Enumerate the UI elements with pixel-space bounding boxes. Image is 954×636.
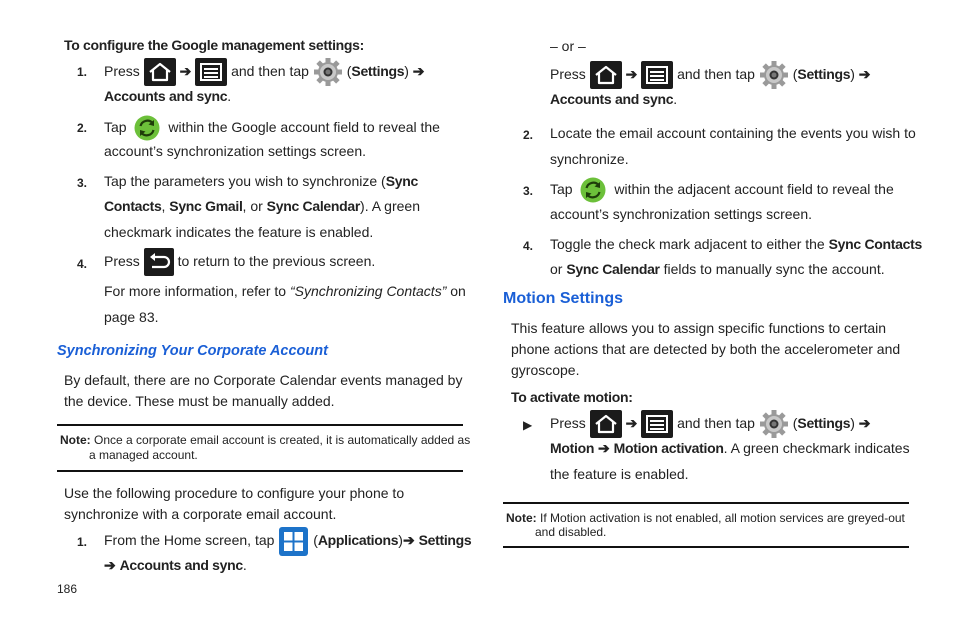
home-key-icon [144,58,176,86]
home-key-icon [590,61,622,89]
corporate-paragraph-l2: the device. These must be manually added. [64,393,335,409]
or-divider: – or – [550,38,586,54]
sync-icon [580,177,606,203]
motion-step-l3: the feature is enabled. [550,466,689,482]
google-step-3: Tap the parameters you wish to synchronize (Sync [104,173,418,189]
home-key-icon [590,410,622,438]
right-step-3-cont: account’s synchronization settings screen. [550,206,812,222]
right-step-1: Press ➔ and then tap (Settings) ➔ [550,59,871,90]
procedure-l2: synchronize with a corporate email account. [64,506,337,522]
note-top-rule [503,502,909,504]
more-info-line: For more information, refer to “Synchronizing Contacts” on [104,283,466,299]
sync-contacts-reference[interactable]: “Synchronizing Contacts” [289,283,447,299]
motion-step-l2: Motion ➔ Motion activation. A green checkmark indicates [550,440,910,456]
google-step-2-cont: account’s synchronization settings screen. [104,143,366,159]
page-number: 186 [57,582,78,596]
google-settings-heading: To configure the Google management settings: [64,37,365,53]
right-step-4: Toggle the check mark adjacent to either the Sync Contacts [550,236,922,252]
step-number: 1. [77,535,88,549]
menu-key-icon [641,61,673,89]
right-step-4-cont: or Sync Calendar fields to manually sync the account. [550,261,885,277]
step-number: 4. [523,239,534,253]
google-step-1-cont: Accounts and sync. [104,88,232,104]
corp-step-1: From the Home screen, tap (Applications)➔ Settings [104,525,471,556]
google-step-3-l3: checkmark indicates the feature is enabled. [104,224,374,240]
menu-key-icon [641,410,673,438]
note-bottom-rule [503,546,909,548]
settings-gear-icon [759,409,789,439]
motion-paragraph-l3: gyroscope. [511,362,580,378]
step-number: 2. [523,128,534,142]
note-2-l2: and disabled. [535,525,607,539]
motion-paragraph-l2: phone actions that are detected by both the accelerometer and [511,341,901,357]
motion-settings-heading: Motion Settings [503,290,623,307]
motion-step: Press ➔ and then tap (Settings) ➔ [550,408,871,439]
motion-paragraph-l1: This feature allows you to assign specific functions to certain [511,320,887,336]
step-number: 3. [77,176,88,190]
right-step-3: Tap within the adjacent account field to reveal the [550,174,894,204]
settings-gear-icon [313,57,343,87]
note-1: Note: Once a corporate email account is created, it is automatically added as [60,433,471,447]
note-2: Note: If Motion activation is not enabled, all motion services are greyed-out [506,511,905,525]
activate-motion-heading: To activate motion: [511,389,633,405]
right-step-2-cont: synchronize. [550,151,629,167]
step-number: 4. [77,257,88,271]
settings-gear-icon [759,60,789,90]
google-step-2: Tap within the Google account field to reveal the [104,112,440,142]
right-step-2: Locate the email account containing the events you wish to [550,125,916,141]
menu-key-icon [195,58,227,86]
note-top-rule [57,424,463,426]
google-step-3-l2: Contacts, Sync Gmail, or Sync Calendar). A green [104,198,420,214]
corporate-paragraph-l1: By default, there are no Corporate Calendar events managed by [64,372,463,388]
bullet-arrow: ▶ [523,418,533,432]
corporate-account-heading: Synchronizing Your Corporate Account [57,343,328,359]
google-step-1: Press ➔ and then tap (Settings) ➔ [104,56,425,87]
note-bottom-rule [57,470,463,472]
applications-icon [279,527,308,556]
sync-icon [134,115,160,141]
back-key-icon [144,248,174,276]
step-number: 2. [77,121,88,135]
step-number: 1. [77,65,88,79]
note-1-l2: a managed account. [89,448,198,462]
more-info-page: page 83. [104,309,159,325]
right-step-1-cont: Accounts and sync. [550,91,678,107]
procedure-l1: Use the following procedure to configure your phone to [64,485,405,501]
step-number: 3. [523,184,534,198]
corp-step-1-cont: ➔ Accounts and sync. [104,557,247,573]
google-step-4: Press to return to the previous screen. [104,246,375,276]
